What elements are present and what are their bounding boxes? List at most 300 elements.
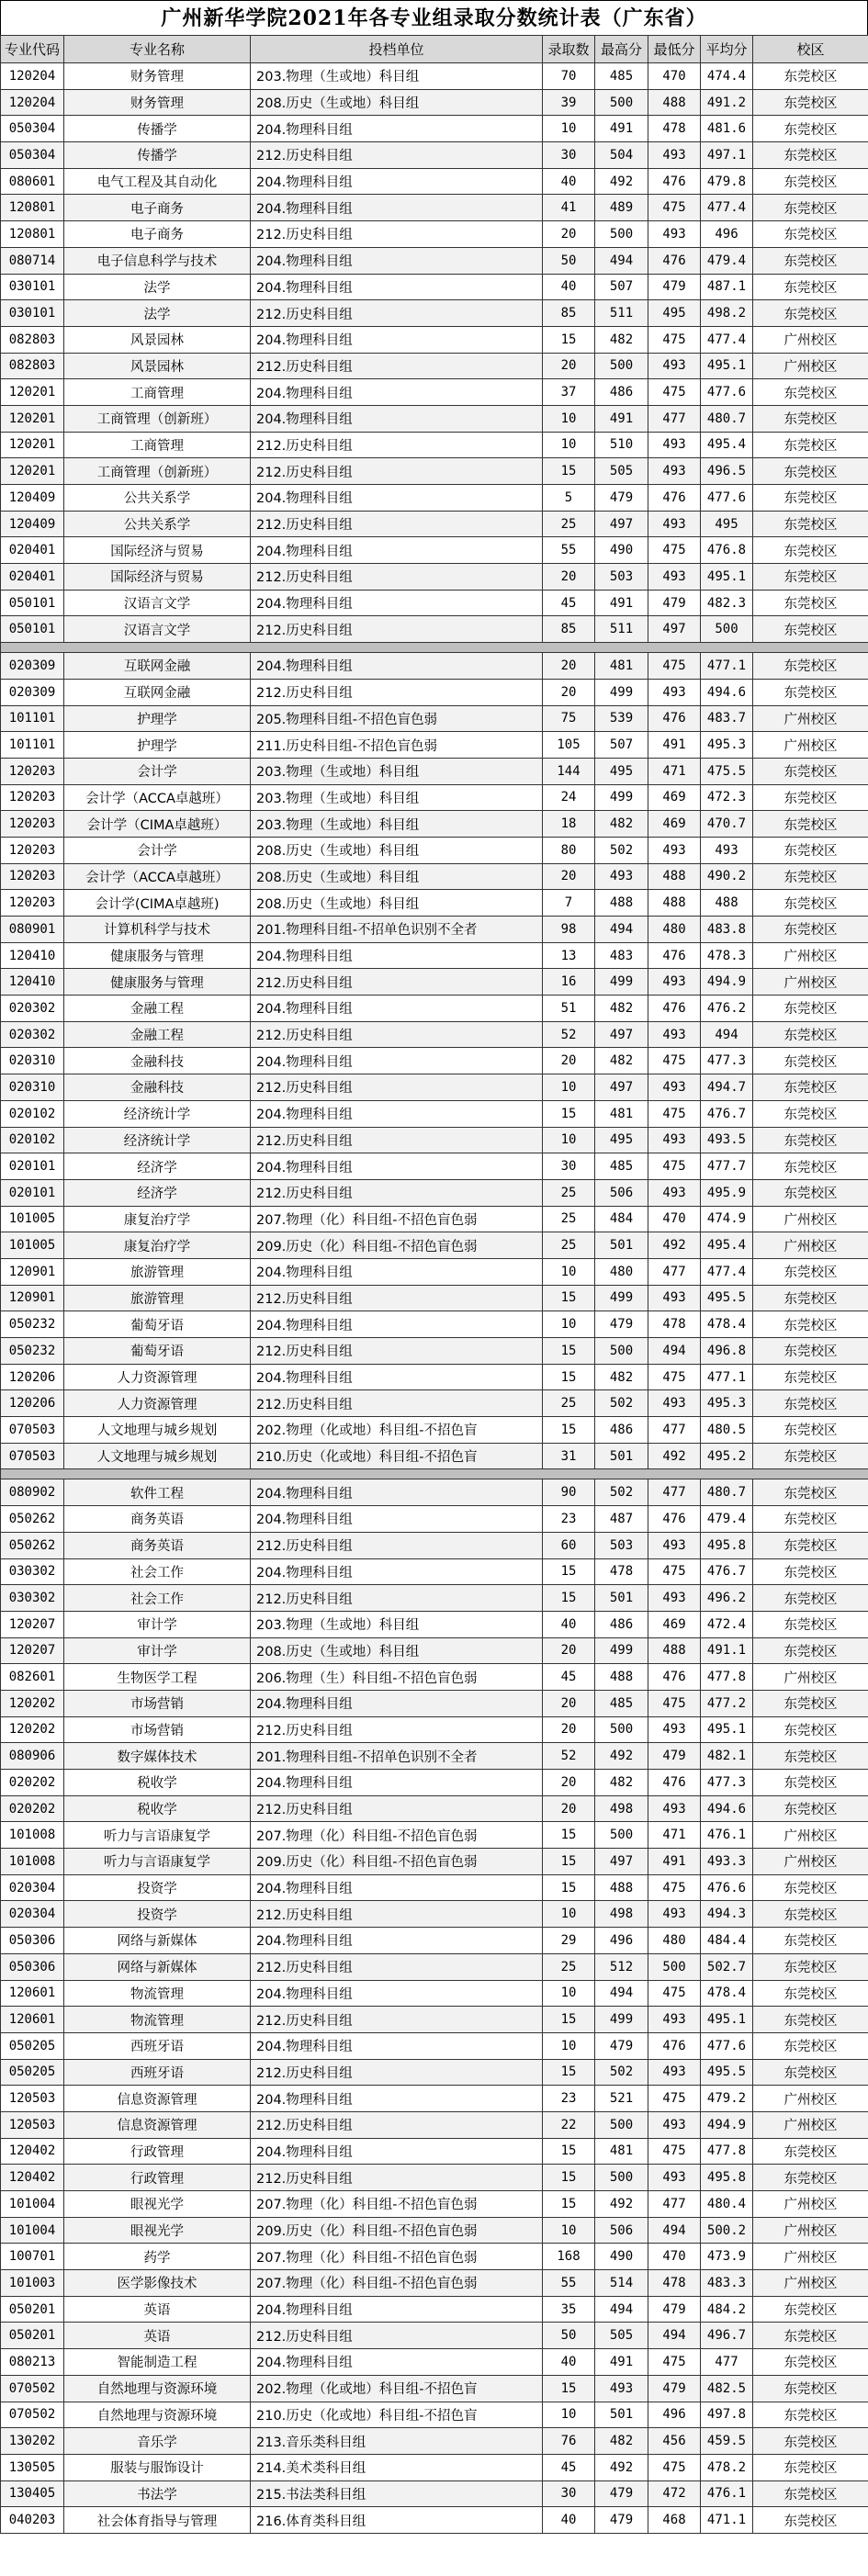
cell-min: 456 <box>648 2428 701 2455</box>
cell-code: 120207 <box>1 1637 64 1664</box>
table-row <box>1 837 868 863</box>
cell-unit: 202.物理（化或地）科目组-不招色盲 <box>251 1417 543 1444</box>
cell-admitted: 35 <box>543 2296 595 2323</box>
cell-admitted: 39 <box>543 89 595 116</box>
cell-avg: 480.7 <box>701 405 753 432</box>
cell-admitted: 16 <box>543 969 595 996</box>
cell-code: 120201 <box>1 458 64 485</box>
cell-unit: 212.历史科目组 <box>251 1074 543 1101</box>
cell-campus: 东莞校区 <box>753 2007 868 2033</box>
cell-max: 512 <box>595 1953 648 1980</box>
cell-min: 493 <box>648 458 701 485</box>
cell-max: 479 <box>595 2507 648 2534</box>
cell-major: 电子商务 <box>64 221 251 248</box>
cell-max: 521 <box>595 2086 648 2112</box>
cell-campus: 东莞校区 <box>753 2138 868 2165</box>
cell-code: 030101 <box>1 300 64 327</box>
cell-max: 497 <box>595 1021 648 1048</box>
cell-min: 493 <box>648 1021 701 1048</box>
cell-unit: 208.历史（生或地）科目组 <box>251 837 543 863</box>
cell-max: 500 <box>595 1716 648 1743</box>
cell-avg: 476.7 <box>701 1100 753 1127</box>
cell-admitted: 52 <box>543 1743 595 1770</box>
cell-major: 汉语言文学 <box>64 590 251 616</box>
table-row <box>1 2296 868 2323</box>
cell-unit: 212.历史科目组 <box>251 679 543 705</box>
table-row <box>1 811 868 838</box>
cell-max: 491 <box>595 2349 648 2376</box>
table-row <box>1 1048 868 1074</box>
cell-unit: 210.历史（化或地）科目组-不招色盲 <box>251 2402 543 2428</box>
cell-major: 行政管理 <box>64 2165 251 2191</box>
cell-min: 493 <box>648 432 701 458</box>
cell-unit: 203.物理（生或地）科目组 <box>251 784 543 811</box>
cell-max: 494 <box>595 917 648 943</box>
cell-major: 公共关系学 <box>64 485 251 512</box>
cell-code: 120207 <box>1 1611 64 1637</box>
table-row <box>1 1479 868 1506</box>
cell-min: 493 <box>648 511 701 537</box>
cell-major: 社会体育指导与管理 <box>64 2507 251 2534</box>
cell-major: 国际经济与贸易 <box>64 537 251 564</box>
col-header-admitted: 录取数 <box>543 36 595 63</box>
cell-admitted: 15 <box>543 2375 595 2402</box>
cell-max: 492 <box>595 168 648 195</box>
cell-unit: 213.音乐类科目组 <box>251 2428 543 2455</box>
section-divider-cell <box>1 1469 868 1479</box>
cell-unit: 204.物理科目组 <box>251 195 543 221</box>
cell-max: 499 <box>595 1637 648 1664</box>
cell-avg: 502.7 <box>701 1953 753 1980</box>
cell-min: 480 <box>648 917 701 943</box>
cell-min: 477 <box>648 1417 701 1444</box>
cell-major: 金融工程 <box>64 1021 251 1048</box>
cell-campus: 东莞校区 <box>753 1953 868 1980</box>
cell-avg: 495.3 <box>701 732 753 759</box>
cell-code: 082803 <box>1 326 64 353</box>
cell-min: 479 <box>648 1743 701 1770</box>
cell-major: 软件工程 <box>64 1479 251 1506</box>
cell-code: 120206 <box>1 1390 64 1417</box>
cell-code: 101004 <box>1 2217 64 2244</box>
cell-max: 492 <box>595 1743 648 1770</box>
table-row <box>1 405 868 432</box>
cell-max: 491 <box>595 405 648 432</box>
cell-avg: 497.8 <box>701 2402 753 2428</box>
cell-code: 101005 <box>1 1206 64 1232</box>
cell-avg: 494 <box>701 1021 753 1048</box>
cell-major: 听力与言语康复学 <box>64 1849 251 1875</box>
cell-admitted: 20 <box>543 863 595 890</box>
table-row <box>1 353 868 379</box>
cell-max: 499 <box>595 969 648 996</box>
cell-avg: 480.7 <box>701 1479 753 1506</box>
cell-major: 听力与言语康复学 <box>64 1822 251 1849</box>
cell-avg: 472.3 <box>701 784 753 811</box>
cell-min: 493 <box>648 969 701 996</box>
cell-campus: 广州校区 <box>753 2191 868 2218</box>
cell-unit: 204.物理科目组 <box>251 537 543 564</box>
cell-max: 506 <box>595 1179 648 1206</box>
cell-code: 120203 <box>1 890 64 917</box>
cell-campus: 东莞校区 <box>753 195 868 221</box>
cell-major: 公共关系学 <box>64 511 251 537</box>
cell-admitted: 168 <box>543 2244 595 2270</box>
cell-unit: 212.历史科目组 <box>251 432 543 458</box>
cell-avg: 491.2 <box>701 89 753 116</box>
table-row <box>1 996 868 1022</box>
cell-code: 120204 <box>1 63 64 90</box>
cell-major: 眼视光学 <box>64 2191 251 2218</box>
cell-admitted: 20 <box>543 221 595 248</box>
table-row <box>1 917 868 943</box>
cell-avg: 495.1 <box>701 353 753 379</box>
cell-code: 120203 <box>1 811 64 838</box>
cell-min: 480 <box>648 1928 701 1954</box>
cell-campus: 东莞校区 <box>753 2454 868 2480</box>
cell-unit: 212.历史科目组 <box>251 2165 543 2191</box>
cell-code: 100701 <box>1 2244 64 2270</box>
table-row <box>1 1338 868 1365</box>
cell-min: 488 <box>648 890 701 917</box>
cell-admitted: 30 <box>543 2480 595 2507</box>
cell-admitted: 75 <box>543 705 595 732</box>
cell-code: 120203 <box>1 784 64 811</box>
cell-unit: 208.历史（生或地）科目组 <box>251 863 543 890</box>
cell-major: 财务管理 <box>64 63 251 90</box>
cell-admitted: 50 <box>543 2323 595 2349</box>
cell-max: 501 <box>595 2402 648 2428</box>
cell-major: 金融科技 <box>64 1048 251 1074</box>
cell-max: 500 <box>595 221 648 248</box>
cell-code: 050232 <box>1 1311 64 1338</box>
cell-campus: 东莞校区 <box>753 1100 868 1127</box>
cell-code: 120503 <box>1 2086 64 2112</box>
table-row <box>1 1874 868 1901</box>
cell-min: 472 <box>648 2480 701 2507</box>
cell-unit: 212.历史科目组 <box>251 1953 543 1980</box>
cell-min: 477 <box>648 2191 701 2218</box>
cell-campus: 东莞校区 <box>753 142 868 169</box>
table-row <box>1 89 868 116</box>
cell-avg: 478.2 <box>701 2454 753 2480</box>
cell-min: 475 <box>648 1100 701 1127</box>
cell-campus: 东莞校区 <box>753 1980 868 2007</box>
cell-admitted: 55 <box>543 2270 595 2297</box>
cell-min: 488 <box>648 1637 701 1664</box>
table-row <box>1 1127 868 1153</box>
table-row <box>1 758 868 784</box>
cell-max: 503 <box>595 564 648 591</box>
cell-code: 020202 <box>1 1795 64 1822</box>
cell-min: 476 <box>648 942 701 969</box>
cell-max: 489 <box>595 195 648 221</box>
table-row <box>1 168 868 195</box>
cell-max: 481 <box>595 653 648 680</box>
table-body <box>1 63 868 2534</box>
cell-campus: 东莞校区 <box>753 221 868 248</box>
cell-avg: 472.4 <box>701 1611 753 1637</box>
cell-unit: 204.物理科目组 <box>251 379 543 406</box>
cell-min: 476 <box>648 1506 701 1533</box>
table-row <box>1 221 868 248</box>
table-row <box>1 1206 868 1232</box>
cell-code: 101005 <box>1 1232 64 1259</box>
cell-max: 482 <box>595 1048 648 1074</box>
cell-max: 498 <box>595 1795 648 1822</box>
cell-min: 475 <box>648 1690 701 1716</box>
cell-code: 120204 <box>1 89 64 116</box>
cell-major: 电子信息科学与技术 <box>64 247 251 274</box>
cell-avg: 493.5 <box>701 1127 753 1153</box>
cell-max: 493 <box>595 863 648 890</box>
cell-admitted: 80 <box>543 837 595 863</box>
cell-major: 会计学 <box>64 837 251 863</box>
cell-code: 120801 <box>1 221 64 248</box>
cell-avg: 495.2 <box>701 1443 753 1469</box>
cell-major: 税收学 <box>64 1770 251 1796</box>
cell-admitted: 60 <box>543 1532 595 1558</box>
cell-campus: 东莞校区 <box>753 511 868 537</box>
cell-avg: 478.4 <box>701 1311 753 1338</box>
cell-min: 476 <box>648 996 701 1022</box>
cell-avg: 493 <box>701 837 753 863</box>
cell-admitted: 40 <box>543 2507 595 2534</box>
cell-admitted: 7 <box>543 890 595 917</box>
table-row <box>1 1390 868 1417</box>
cell-campus: 东莞校区 <box>753 1585 868 1612</box>
cell-unit: 204.物理科目组 <box>251 326 543 353</box>
cell-campus: 东莞校区 <box>753 679 868 705</box>
table-row <box>1 1232 868 1259</box>
cell-avg: 484.4 <box>701 1928 753 1954</box>
cell-admitted: 45 <box>543 590 595 616</box>
cell-min: 492 <box>648 1443 701 1469</box>
cell-max: 494 <box>595 2296 648 2323</box>
cell-campus: 东莞校区 <box>753 1048 868 1074</box>
table-row <box>1 1637 868 1664</box>
cell-code: 120410 <box>1 969 64 996</box>
cell-min: 478 <box>648 1311 701 1338</box>
cell-avg: 477.7 <box>701 1153 753 1180</box>
cell-admitted: 55 <box>543 537 595 564</box>
cell-major: 物流管理 <box>64 2007 251 2033</box>
table-row <box>1 564 868 591</box>
cell-campus: 广州校区 <box>753 1232 868 1259</box>
cell-admitted: 10 <box>543 405 595 432</box>
cell-min: 493 <box>648 221 701 248</box>
cell-major: 英语 <box>64 2323 251 2349</box>
cell-max: 482 <box>595 2428 648 2455</box>
cell-unit: 206.物理（生）科目组-不招色盲色弱 <box>251 1664 543 1691</box>
cell-campus: 东莞校区 <box>753 405 868 432</box>
cell-code: 120202 <box>1 1690 64 1716</box>
cell-avg: 495.5 <box>701 1285 753 1311</box>
cell-admitted: 85 <box>543 616 595 643</box>
cell-min: 471 <box>648 1822 701 1849</box>
cell-avg: 490.2 <box>701 863 753 890</box>
cell-avg: 477 <box>701 2349 753 2376</box>
cell-campus: 东莞校区 <box>753 247 868 274</box>
cell-code: 070502 <box>1 2402 64 2428</box>
table-row <box>1 732 868 759</box>
cell-unit: 204.物理科目组 <box>251 1558 543 1585</box>
cell-unit: 212.历史科目组 <box>251 2007 543 2033</box>
cell-max: 481 <box>595 2138 648 2165</box>
cell-admitted: 45 <box>543 2454 595 2480</box>
cell-admitted: 10 <box>543 1127 595 1153</box>
cell-campus: 东莞校区 <box>753 1417 868 1444</box>
cell-unit: 204.物理科目组 <box>251 116 543 142</box>
page-title: 广州新华学院2021年各专业组录取分数统计表（广东省） <box>0 0 868 35</box>
cell-unit: 204.物理科目组 <box>251 2349 543 2376</box>
cell-min: 475 <box>648 2086 701 2112</box>
cell-min: 475 <box>648 1364 701 1390</box>
table-row <box>1 1770 868 1796</box>
cell-code: 020302 <box>1 996 64 1022</box>
cell-major: 数字媒体技术 <box>64 1743 251 1770</box>
table-row <box>1 2138 868 2165</box>
cell-admitted: 10 <box>543 1258 595 1285</box>
cell-unit: 216.体育类科目组 <box>251 2507 543 2534</box>
cell-avg: 482.5 <box>701 2375 753 2402</box>
cell-min: 476 <box>648 168 701 195</box>
cell-avg: 495.3 <box>701 1390 753 1417</box>
cell-major: 网络与新媒体 <box>64 1928 251 1954</box>
cell-major: 网络与新媒体 <box>64 1953 251 1980</box>
table-row <box>1 705 868 732</box>
cell-unit: 212.历史科目组 <box>251 2111 543 2138</box>
cell-avg: 495.4 <box>701 432 753 458</box>
cell-max: 500 <box>595 2111 648 2138</box>
cell-major: 传播学 <box>64 142 251 169</box>
cell-max: 494 <box>595 1980 648 2007</box>
table-row <box>1 1849 868 1875</box>
cell-admitted: 31 <box>543 1443 595 1469</box>
table-row <box>1 1153 868 1180</box>
cell-admitted: 5 <box>543 485 595 512</box>
cell-code: 020304 <box>1 1874 64 1901</box>
cell-campus: 东莞校区 <box>753 1611 868 1637</box>
cell-max: 539 <box>595 705 648 732</box>
cell-min: 493 <box>648 2165 701 2191</box>
cell-code: 120409 <box>1 511 64 537</box>
cell-max: 481 <box>595 1100 648 1127</box>
cell-unit: 212.历史科目组 <box>251 1532 543 1558</box>
cell-unit: 204.物理科目组 <box>251 2086 543 2112</box>
cell-code: 080901 <box>1 917 64 943</box>
table-row <box>1 1179 868 1206</box>
cell-major: 会计学（ACCA卓越班） <box>64 784 251 811</box>
cell-code: 120901 <box>1 1258 64 1285</box>
cell-avg: 494.9 <box>701 2111 753 2138</box>
cell-max: 486 <box>595 1611 648 1637</box>
cell-min: 492 <box>648 1232 701 1259</box>
cell-campus: 东莞校区 <box>753 616 868 643</box>
cell-campus: 东莞校区 <box>753 1532 868 1558</box>
cell-admitted: 15 <box>543 1100 595 1127</box>
cell-code: 080714 <box>1 247 64 274</box>
cell-unit: 207.物理（化）科目组-不招色盲色弱 <box>251 2244 543 2270</box>
cell-max: 479 <box>595 2032 648 2059</box>
cell-max: 486 <box>595 1417 648 1444</box>
cell-code: 120801 <box>1 195 64 221</box>
cell-admitted: 90 <box>543 1479 595 1506</box>
cell-major: 法学 <box>64 274 251 300</box>
cell-min: 493 <box>648 1795 701 1822</box>
cell-campus: 东莞校区 <box>753 784 868 811</box>
cell-avg: 477.4 <box>701 195 753 221</box>
cell-campus: 广州校区 <box>753 1822 868 1849</box>
cell-unit: 204.物理科目组 <box>251 2138 543 2165</box>
cell-avg: 496.8 <box>701 1338 753 1365</box>
cell-max: 502 <box>595 2059 648 2086</box>
cell-unit: 207.物理（化）科目组-不招色盲色弱 <box>251 1206 543 1232</box>
cell-avg: 482.3 <box>701 590 753 616</box>
cell-campus: 东莞校区 <box>753 537 868 564</box>
cell-major: 眼视光学 <box>64 2217 251 2244</box>
cell-min: 468 <box>648 2507 701 2534</box>
cell-admitted: 15 <box>543 1285 595 1311</box>
cell-campus: 东莞校区 <box>753 2349 868 2376</box>
cell-avg: 488 <box>701 890 753 917</box>
cell-avg: 477.6 <box>701 2032 753 2059</box>
cell-code: 130505 <box>1 2454 64 2480</box>
table-row <box>1 379 868 406</box>
cell-min: 475 <box>648 537 701 564</box>
cell-max: 491 <box>595 590 648 616</box>
cell-admitted: 25 <box>543 1390 595 1417</box>
cell-min: 476 <box>648 485 701 512</box>
cell-unit: 212.历史科目组 <box>251 616 543 643</box>
cell-code: 020101 <box>1 1153 64 1180</box>
cell-avg: 494.9 <box>701 969 753 996</box>
cell-max: 497 <box>595 1849 648 1875</box>
col-header-code: 专业代码 <box>1 36 64 63</box>
cell-campus: 东莞校区 <box>753 2480 868 2507</box>
cell-max: 502 <box>595 837 648 863</box>
cell-unit: 204.物理科目组 <box>251 1100 543 1127</box>
cell-min: 493 <box>648 1179 701 1206</box>
cell-code: 030302 <box>1 1558 64 1585</box>
cell-code: 020309 <box>1 679 64 705</box>
cell-unit: 205.物理科目组-不招色盲色弱 <box>251 705 543 732</box>
cell-unit: 208.历史（生或地）科目组 <box>251 89 543 116</box>
cell-major: 会计学 <box>64 758 251 784</box>
cell-admitted: 45 <box>543 1664 595 1691</box>
cell-admitted: 15 <box>543 1822 595 1849</box>
cell-major: 金融科技 <box>64 1074 251 1101</box>
cell-major: 会计学（CIMA卓越班） <box>64 811 251 838</box>
table-row <box>1 537 868 564</box>
cell-unit: 212.历史科目组 <box>251 1585 543 1612</box>
cell-min: 495 <box>648 300 701 327</box>
cell-code: 050262 <box>1 1532 64 1558</box>
cell-avg: 478.3 <box>701 942 753 969</box>
cell-max: 499 <box>595 1285 648 1311</box>
admission-score-table <box>0 35 868 2534</box>
cell-unit: 204.物理科目组 <box>251 653 543 680</box>
cell-max: 479 <box>595 2480 648 2507</box>
cell-code: 120901 <box>1 1285 64 1311</box>
cell-unit: 212.历史科目组 <box>251 1021 543 1048</box>
cell-max: 485 <box>595 63 648 90</box>
cell-admitted: 20 <box>543 353 595 379</box>
cell-min: 475 <box>648 379 701 406</box>
cell-campus: 广州校区 <box>753 353 868 379</box>
cell-max: 488 <box>595 890 648 917</box>
cell-major: 金融工程 <box>64 996 251 1022</box>
